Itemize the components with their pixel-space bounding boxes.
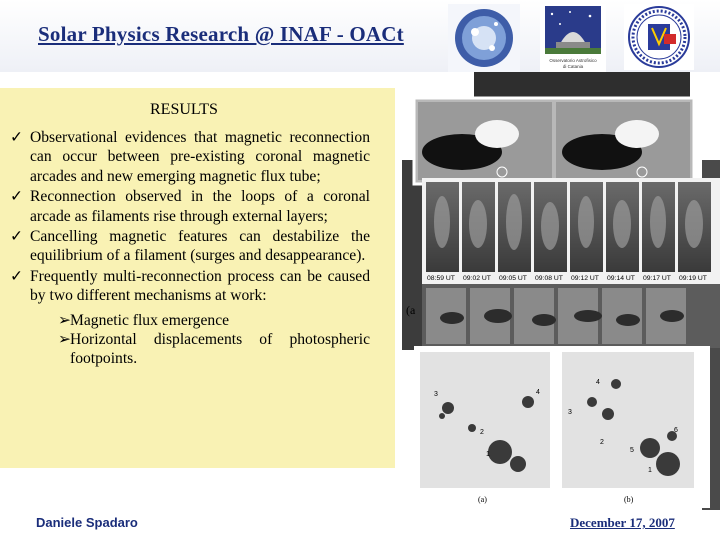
time-label: 09:05 UT [499, 275, 527, 282]
observatory-logo [540, 4, 606, 72]
slide-title: Solar Physics Research @ INAF - OACt [38, 22, 404, 46]
time-label: 09:17 UT [643, 275, 671, 282]
arrow-icon: ➢ [58, 331, 72, 349]
time-label: 09:12 UT [571, 275, 599, 282]
time-label: 09:14 UT [607, 275, 635, 282]
side-panel-label: (a [406, 303, 416, 317]
list-item: ✓ Reconnection observed in the loops of a coronal arcade as filaments rise through external layers; [10, 188, 370, 225]
results-heading: RESULTS [150, 101, 218, 118]
svg-text:di Catania: di Catania [562, 64, 584, 69]
check-icon: ✓ [10, 228, 24, 246]
inaf-logo [448, 4, 520, 72]
university-seal-logo [624, 4, 694, 70]
spot-number: 4 [536, 389, 540, 396]
time-label: 09:08 UT [535, 275, 563, 282]
time-label: 08:59 UT [427, 275, 455, 282]
list-item: ✓ Cancelling magnetic features can destabilize the equilibrium of a filament (surges and desappearance). [10, 228, 370, 265]
sub-list-item: ➢ Magnetic flux emergence [58, 311, 230, 329]
spot-number: 1 [648, 467, 652, 474]
spot-number: 4 [596, 379, 600, 386]
spot-number: 2 [480, 429, 484, 436]
observation-image-collage [402, 72, 720, 512]
results-list [10, 128, 370, 370]
spot-number: 5 [630, 447, 634, 454]
arrow-icon: ➢ [58, 311, 72, 329]
footer-date: December 17, 2007 [570, 515, 675, 530]
panel-label-a: (a) [478, 495, 487, 504]
time-label: 09:02 UT [463, 275, 491, 282]
time-label: 09:19 UT [679, 275, 707, 282]
spot-number: 2 [600, 439, 604, 446]
magnetogram-image [414, 98, 694, 184]
footer-author: Daniele Spadaro [36, 515, 138, 530]
sunspot-image [414, 346, 710, 508]
spot-number: 3 [568, 409, 572, 416]
svg-text:Osservatorio Astrofisico: Osservatorio Astrofisico [549, 58, 597, 63]
spot-number: 6 [674, 427, 678, 434]
sub-list-item: ➢ Horizontal displacements of photospheric footpoints. [58, 331, 370, 368]
spot-number: 1 [486, 451, 490, 458]
filament-image-strip [422, 284, 720, 348]
spot-number: 3 [434, 391, 438, 398]
check-icon: ✓ [10, 129, 24, 146]
list-item: ✓ Frequently multi-reconnection process can be caused by two different mechanisms at work: ➢ Magnetic flux emergence ➢ Horizontal displacements of photospheric footpoints. [10, 267, 370, 368]
time-series-image [422, 178, 720, 298]
list-item: ✓ Observational evidences that magnetic reconnection can occur between pre-existing coronal magnetic arcades and new emerging magnetic flux tube; [10, 129, 370, 185]
check-icon: ✓ [10, 188, 24, 206]
panel-label-b: (b) [624, 495, 634, 504]
check-icon: ✓ [10, 267, 24, 285]
results-panel [0, 88, 395, 468]
